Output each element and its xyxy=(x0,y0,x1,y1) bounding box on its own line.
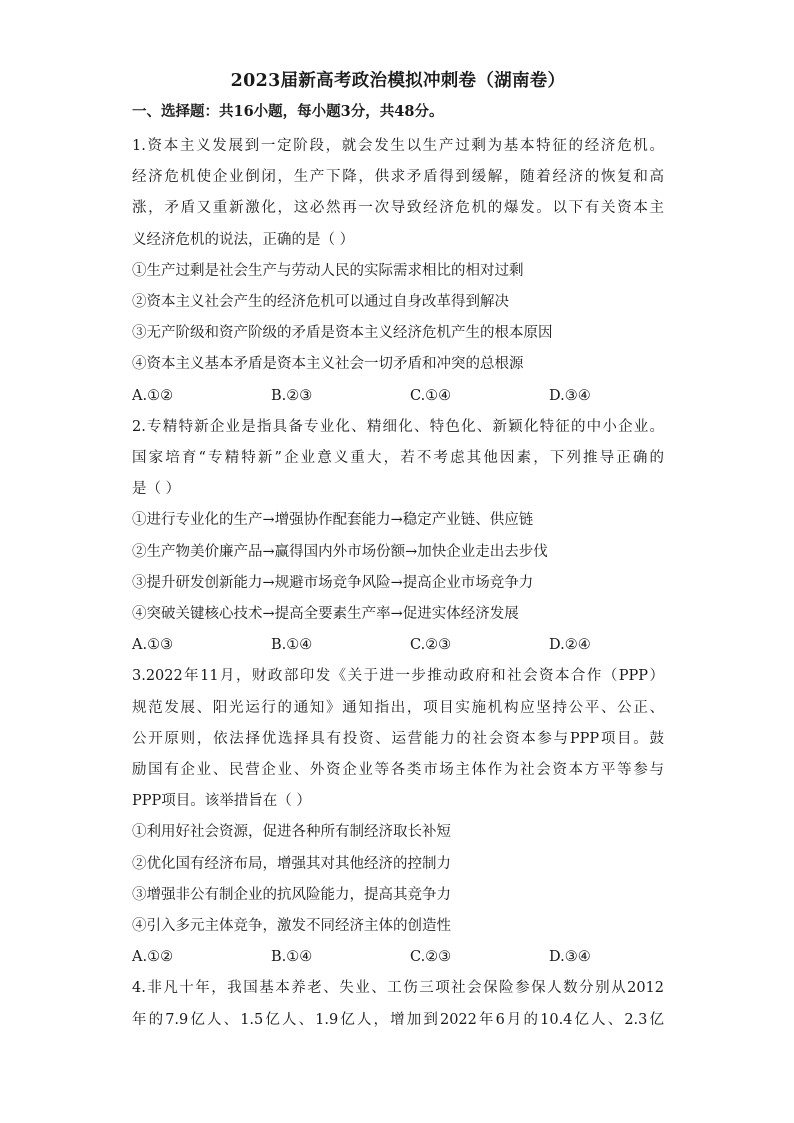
question-stem-line: 年的7.9亿人、1.5亿人、1.9亿人，增加到2022年6月的10.4亿人、2.3亿 xyxy=(132,1011,664,1028)
question-option: ③无产阶级和资产阶级的矛盾是资本主义经济危机产生的根本原因 xyxy=(132,325,553,342)
choice-d: D.③④ xyxy=(549,949,591,966)
section-heading: 一、选择题：共16小题，每小题3分，共48分。 xyxy=(132,103,444,120)
question-option: ②资本主义社会产生的经济危机可以通过自身改革得到解决 xyxy=(132,294,509,311)
question-option: ①进行专业化的生产→增强协作配套能力→稳定产业链、供应链 xyxy=(132,512,534,529)
choice-b: B.①④ xyxy=(271,637,313,654)
question-stem-line: 3.2022年11月，财政部印发《关于进一步推动政府和社会资本合作（PPP） xyxy=(132,668,664,685)
choice-a: A.①③ xyxy=(132,637,174,654)
choice-b: B.②③ xyxy=(271,387,313,404)
question-option: ③增强非公有制企业的抗风险能力，提高其竞争力 xyxy=(132,886,451,903)
question-option: ①生产过剩是社会生产与劳动人民的实际需求相比的相对过剩 xyxy=(132,262,524,279)
question-stem-line: 公开原则，依法择优选择具有投资、运营能力的社会资本参与PPP项目。鼓 xyxy=(132,730,664,747)
question-stem-line: 4.非凡十年，我国基本养老、失业、工伤三项社会保险参保人数分别从2012 xyxy=(132,980,664,997)
question-stem-line: 义经济危机的说法，正确的是（ ） xyxy=(132,231,355,248)
answer-choices xyxy=(132,381,664,412)
question-stem-line: 经济危机使企业倒闭，生产下降，供求矛盾得到缓解，随着经济的恢复和高 xyxy=(132,169,664,186)
question-stem-line: 是（ ） xyxy=(132,481,181,498)
choice-d: D.②④ xyxy=(549,637,591,654)
question-option: ①利用好社会资源，促进各种所有制经济取长补短 xyxy=(132,824,451,841)
question-stem-line: 国家培育“专精特新”企业意义重大，若不考虑其他因素，下列推导正确的 xyxy=(132,450,664,467)
question-stem-line: 2.专精特新企业是指具备专业化、精细化、特色化、新颖化特征的中小企业。 xyxy=(132,418,664,435)
question-2 xyxy=(132,412,664,662)
choice-a: A.①② xyxy=(132,949,174,966)
page-title: 2023届新高考政治模拟冲刺卷（湖南卷） xyxy=(230,71,566,91)
question-option: ②生产物美价廉产品→赢得国内外市场份额→加快企业走出去步伐 xyxy=(132,543,548,560)
choice-c: C.②③ xyxy=(410,637,452,654)
question-option: ②优化国有经济布局，增强其对其他经济的控制力 xyxy=(132,855,451,872)
question-stem-line: 规范发展、阳光运行的通知》通知指出，项目实施机构应坚持公平、公正、 xyxy=(132,699,664,716)
question-stem-line: PPP项目。该举措旨在（ ） xyxy=(132,793,311,810)
choice-a: A.①② xyxy=(132,387,174,404)
question-stem-line: 励国有企业、民营企业、外资企业等各类市场主体作为社会资本方平等参与 xyxy=(132,762,664,779)
question-stem-line: 涨，矛盾又重新激化，这必然再一次导致经济危机的爆发。以下有关资本主 xyxy=(132,200,664,217)
answer-choices xyxy=(132,942,664,973)
question-option: ④资本主义基本矛盾是资本主义社会一切矛盾和冲突的总根源 xyxy=(132,356,524,373)
choice-c: C.①④ xyxy=(410,387,452,404)
choice-b: B.①④ xyxy=(271,949,313,966)
question-option: ④引入多元主体竞争，激发不同经济主体的创造性 xyxy=(132,918,451,935)
question-1 xyxy=(132,131,664,412)
answer-choices xyxy=(132,630,664,661)
question-option: ④突破关键核心技术→提高全要素生产率→促进实体经济发展 xyxy=(132,606,519,623)
question-4 xyxy=(132,973,664,1035)
document-content xyxy=(132,68,664,1036)
question-option: ③提升研发创新能力→规避市场竞争风险→提高企业市场竞争力 xyxy=(132,574,534,591)
choice-c: C.②③ xyxy=(410,949,452,966)
question-stem-line: 1.资本主义发展到一定阶段，就会发生以生产过剩为基本特征的经济危机。 xyxy=(132,138,664,154)
choice-d: D.③④ xyxy=(549,387,591,404)
question-3 xyxy=(132,661,664,973)
